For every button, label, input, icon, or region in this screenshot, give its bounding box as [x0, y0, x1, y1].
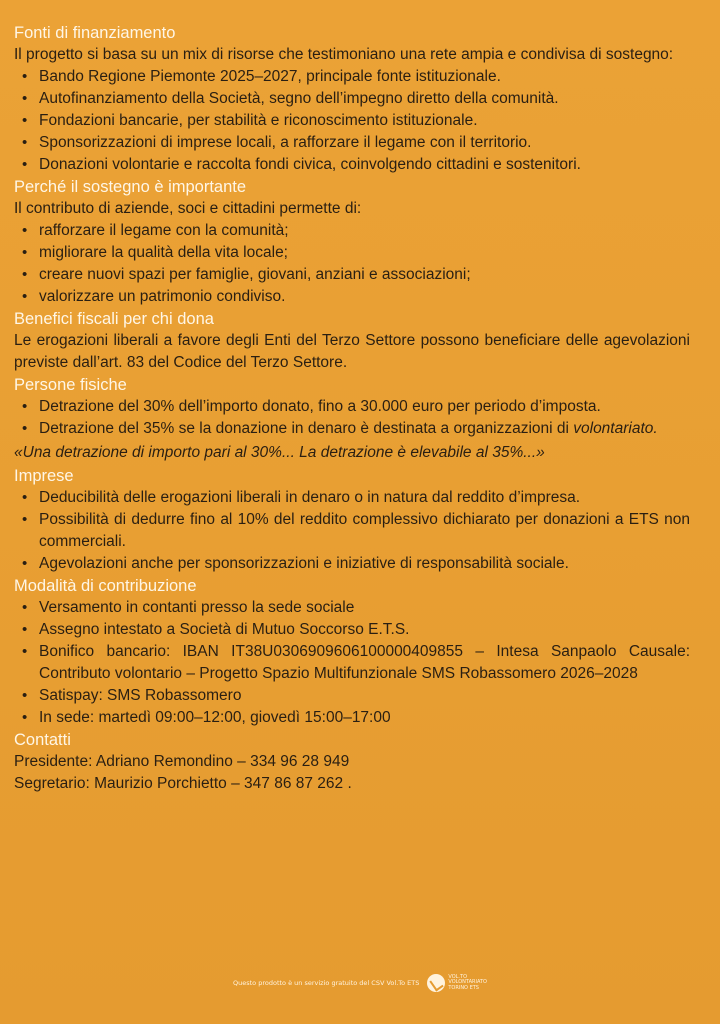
- list-item: • Autofinanziamento della Società, segno dell’impegno diretto della comunità.: [14, 88, 690, 110]
- list-item: • Satispay: SMS Robassomero: [14, 685, 690, 707]
- section-title-fonti: Fonti di finanziamento: [14, 24, 176, 42]
- subsection-title-persone: Persone fisiche: [14, 376, 127, 394]
- perche-intro: Il contributo di aziende, soci e cittadini permette di:: [14, 200, 362, 217]
- subsection-title-imprese: Imprese: [14, 467, 74, 485]
- contact-presidente: Presidente: Adriano Remondino – 334 96 28 949: [14, 753, 350, 770]
- list-item: • valorizzare un patrimonio condiviso.: [14, 286, 690, 308]
- quote: «Una detrazione di importo pari al 30%... La detrazione è elevabile al 35%...»: [14, 444, 545, 461]
- logo-line: VOLONTARIATO: [448, 979, 487, 986]
- logo-line: TORINO ETS: [448, 984, 479, 991]
- section-title-benefici: Benefici fiscali per chi dona: [14, 310, 214, 328]
- footer: [0, 974, 720, 992]
- list-item: • Donazioni volontarie e raccolta fondi civica, coinvolgendo cittadini e sostenitori.: [14, 154, 690, 176]
- fonti-intro: Il progetto si basa su un mix di risorse che testimoniano una rete ampia e condivisa di sostegno:: [14, 46, 674, 63]
- document-body: [14, 22, 690, 795]
- volto-logo: [427, 974, 487, 992]
- volto-logo-icon: [427, 974, 445, 992]
- section-title-contatti: Contatti: [14, 731, 71, 749]
- list-item: • Bonifico bancario: IBAN IT38U0306909606100000409855 – Intesa Sanpaolo Causale: Contributo volontario – Progetto Spazio Multifunzionale SMS Robassomero 2026–2028: [14, 641, 690, 685]
- contact-segretario: Segretario: Maurizio Porchietto – 347 86 87 262 .: [14, 775, 352, 792]
- section-title-modalita: Modalità di contribuzione: [14, 577, 197, 595]
- volto-logo-text: [448, 975, 487, 992]
- fonti-list: [14, 66, 690, 176]
- list-item: • Detrazione del 30% dell’importo donato, fino a 30.000 euro per periodo d’imposta.: [14, 396, 690, 418]
- list-item: • rafforzare il legame con la comunità;: [14, 220, 690, 242]
- list-item: • creare nuovi spazi per famiglie, giovani, anziani e associazioni;: [14, 264, 690, 286]
- modalita-list: [14, 597, 690, 729]
- persone-list: [14, 396, 690, 440]
- list-item: • Sponsorizzazioni di imprese locali, a rafforzare il legame con il territorio.: [14, 132, 690, 154]
- list-item: • In sede: martedì 09:00–12:00, giovedì 15:00–17:00: [14, 707, 690, 729]
- list-item: • Fondazioni bancarie, per stabilità e riconoscimento istituzionale.: [14, 110, 690, 132]
- list-item-text: Detrazione del 35% se la donazione in denaro è destinata a organizzazioni di: [39, 420, 574, 437]
- benefici-intro: Le erogazioni liberali a favore degli Enti del Terzo Settore possono beneficiare delle agevolazioni previste dall’art. 83 del Codice del Terzo Settore.: [14, 332, 690, 371]
- list-item: • Bando Regione Piemonte 2025–2027, principale fonte istituzionale.: [14, 66, 690, 88]
- list-item: • Possibilità di dedurre fino al 10% del reddito complessivo dichiarato per donazioni a ETS non commerciali.: [14, 509, 690, 553]
- list-item: • Deducibilità delle erogazioni liberali in denaro o in natura dal reddito d’impresa.: [14, 487, 690, 509]
- perche-list: [14, 220, 690, 308]
- list-item: • Versamento in contanti presso la sede sociale: [14, 597, 690, 619]
- list-item: • Agevolazioni anche per sponsorizzazioni e iniziative di responsabilità sociale.: [14, 553, 690, 575]
- section-title-perche: Perché il sostegno è importante: [14, 178, 247, 196]
- list-item-italic-text: volontariato.: [573, 420, 658, 437]
- footer-text: Questo prodotto è un servizio gratuito del CSV Vol.To ETS: [233, 979, 420, 987]
- logo-line: VOL.TO: [448, 973, 468, 980]
- list-item: [14, 418, 690, 440]
- imprese-list: [14, 487, 690, 575]
- list-item: • migliorare la qualità della vita locale;: [14, 242, 690, 264]
- list-item: • Assegno intestato a Società di Mutuo Soccorso E.T.S.: [14, 619, 690, 641]
